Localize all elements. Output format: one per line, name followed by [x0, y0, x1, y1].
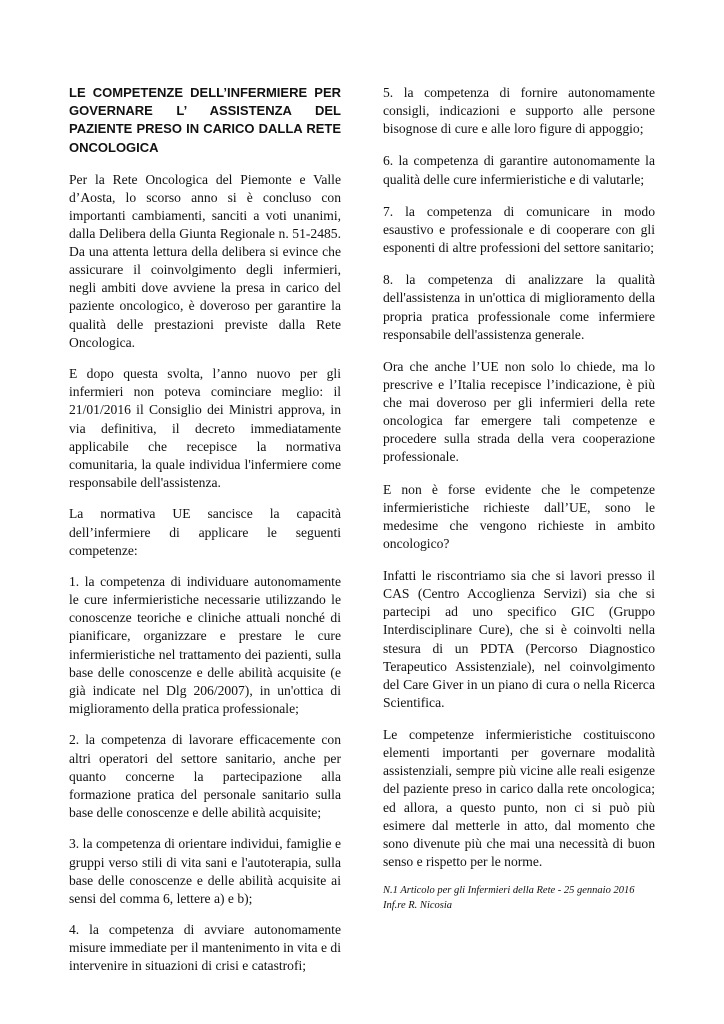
paragraph-intro: Per la Rete Oncologica del Piemonte e Valle d’Aosta, lo scorso anno si è concluso con importanti cambiamenti, sanciti a voti unanimi, dalla Delibera della Giunta Regionale n. 51-2485. Da una attenta lettura della delibera si evince che assicurare il coinvolgimento degli infermieri, negli ambiti dove avviene la presa in carico del paziente oncologico, è doveroso per garantire la qualità delle prestazioni previste dalla Rete Oncologica. [69, 171, 341, 350]
paragraph-question: E non è forse evidente che le competenze infermieristiche richieste dall’UE, sono le medesime che vengono richieste in ambito oncologico? [383, 481, 655, 551]
competence-item-7: 7. la competenza di comunicare in modo esaustivo e professionale e di cooperare con gli esponenti di altre professioni del settore sanitario; [383, 203, 655, 256]
paragraph-ue-prescribes: Ora che anche l’UE non solo lo chiede, ma lo prescrive e l’Italia recepisce l’indicazione, è più che mai doveroso per gli infermieri della rete oncologica far emergere tali competenze e procedere sulla strada della vera cooperazione professionale. [383, 358, 655, 465]
footer-author: Inf.re R. Nicosia [383, 899, 453, 911]
article-footer [383, 884, 673, 913]
article-title: LE COMPETENZE DELL’INFERMIERE PER GOVERNARE L’ ASSISTENZA DEL PAZIENTE PRESO IN CARICO DALLA RETE ONCOLOGICA [69, 85, 341, 155]
paragraph-new-year: E dopo questa svolta, l’anno nuovo per gli infermieri non poteva cominciare meglio: il 21/01/2016 il Consiglio dei Ministri approva, in via definitiva, il decreto immediatamente applicabile che recepisce la normativa comunitaria, la quale individua l'infermiere come responsabile dell'assistenza. [69, 366, 341, 490]
right-column [383, 84, 655, 885]
paragraph-ue-norm: La normativa UE sancisce la capacità dell’infermiere di applicare le seguenti competenze: [69, 506, 341, 558]
left-column [69, 84, 341, 989]
competence-item-8: 8. la competenza di analizzare la qualità dell'assistenza in un'ottica di miglioramento della propria pratica professionale come infermiere responsabile dell'assistenza generale. [383, 272, 655, 342]
competence-item-3: 3. la competenza di orientare individui, famiglie e gruppi verso stili di vita sani e l'autoterapia, sulla base delle conoscenze e delle abilità acquisite ai sensi del comma 6, lettere a) e b); [69, 836, 341, 906]
competence-item-6: 6. la competenza di garantire autonomamente la qualità delle cure infermieristiche e di valutarle; [383, 153, 655, 187]
paragraph-conclusion: Le competenze infermieristiche costituiscono elementi importanti per governare modalità assistenziali, sempre più vicine alle reali esigenze del paziente preso in carico dalla rete oncologica; ed allora, a questo punto, non ci si può più esimere dal metterle in atto, dal momento che sono divenute più che mai una necessità di buon senso e rispetto per le norme. [383, 727, 655, 869]
paragraph-examples: Infatti le riscontriamo sia che si lavori presso il CAS (Centro Accoglienza Servizi) sia che si partecipi ad uno specifico GIC (Gruppo Interdisciplinare Cure), che si è coinvolti nella stesura di un PDTA (Percorso Diagnostico Terapeutico Assistenziale), nel coinvolgimento del Care Giver in un piano di cura o nella Ricerca Scientifica. [383, 568, 655, 710]
competence-item-4: 4. la competenza di avviare autonomamente misure immediate per il mantenimento in vita e di intervenire in situazioni di crisi e catastrofi; [69, 922, 341, 974]
competence-item-5: 5. la competenza di fornire autonomamente consigli, indicazioni e supporto alle persone bisognose di cure e alle loro figure di appoggio; [383, 85, 655, 137]
competence-item-2: 2. la competenza di lavorare efficacemente con altri operatori del settore sanitario, anche per quanto concerne la partecipazione alla formazione pratica del personale sanitario sulla base delle conoscenze e delle abilità acquisite; [69, 732, 341, 820]
footer-article-info: N.1 Articolo per gli Infermieri della Rete - 25 gennaio 2016 [383, 885, 635, 896]
competence-item-1: 1. la competenza di individuare autonomamente le cure infermieristiche necessarie utilizzando le conoscenze teoriche e cliniche attuali nonché di pianificare, organizzare e prestare le cure infermieristiche nel trattamento dei pazienti, sulla base delle conoscenze e delle abilità acquisite (e già indicate nel Dlg 206/2007), in un'ottica di miglioramento della pratica professionale; [69, 574, 341, 716]
